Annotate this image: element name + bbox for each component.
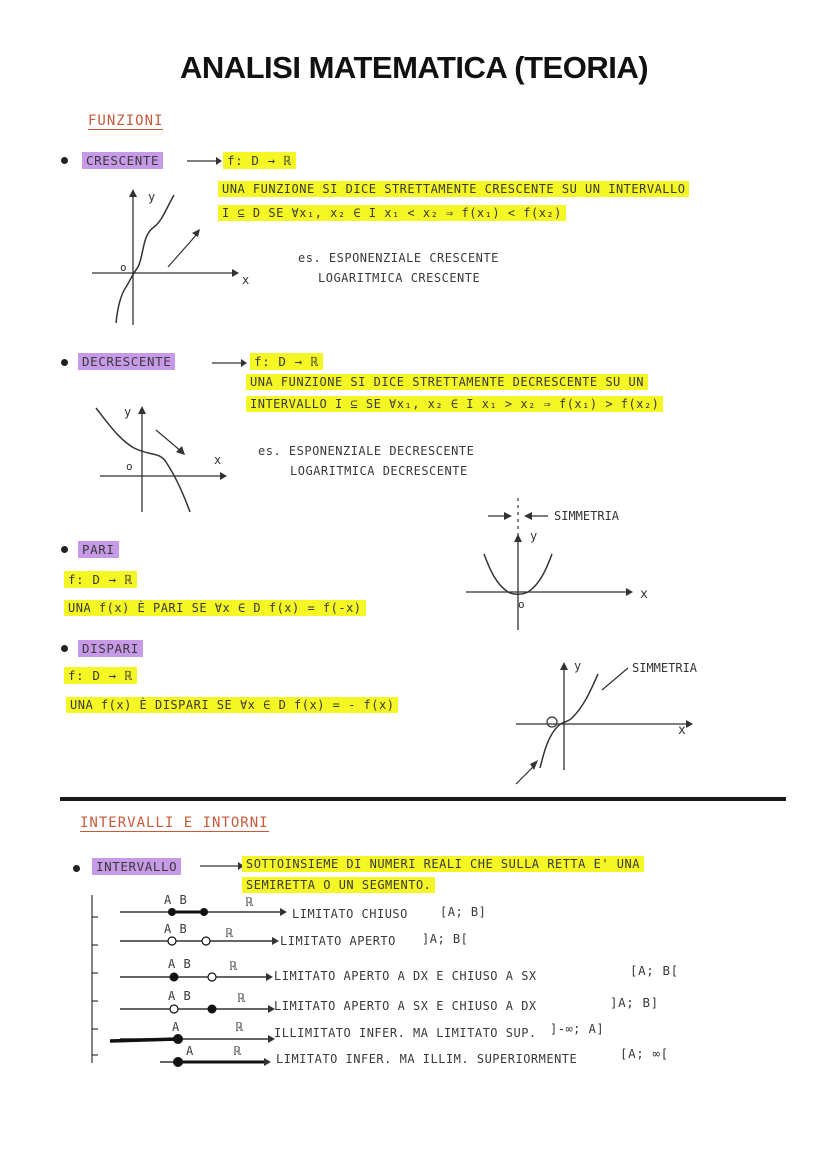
- decrescente-definition-line1: UNA FUNZIONE SI DICE STRETTAMENTE DECRESCENTE SU UN: [246, 374, 648, 390]
- pari-map: f: D → ℝ: [64, 571, 137, 588]
- decrescente-graph: [90, 400, 240, 518]
- axis-y-label: y: [574, 659, 582, 673]
- interval-description: LIMITATO APERTO A SX E CHIUSO A DX: [274, 999, 537, 1013]
- interval-description: LIMITATO CHIUSO: [292, 907, 408, 921]
- closed-endpoint: [200, 908, 208, 916]
- intervallo-label: INTERVALLO: [92, 858, 181, 875]
- interval-notation: [A; ∞[: [620, 1046, 669, 1061]
- bullet: [61, 157, 68, 164]
- arrow-right-icon: [186, 153, 222, 169]
- interval-row: [100, 1046, 790, 1072]
- bullet: [73, 865, 80, 872]
- dispari-label: DISPARI: [78, 640, 143, 657]
- open-endpoint: [202, 937, 210, 945]
- origin-circle: [547, 717, 557, 727]
- intervallo-definition-line2: SEMIRETTA O UN SEGMENTO.: [242, 877, 435, 893]
- interval-notation: ]A; B[: [422, 932, 469, 946]
- crescente-graph: [82, 185, 262, 330]
- interval-notation: [A; B[: [630, 963, 679, 978]
- origin-label: o: [120, 261, 127, 274]
- real-set-label: ℝ: [236, 1020, 244, 1034]
- axis-y-label: y: [148, 190, 156, 204]
- closed-endpoint: [173, 1057, 183, 1067]
- symmetry-label: SIMMETRIA: [554, 509, 620, 523]
- crescente-label: CRESCENTE: [82, 152, 163, 169]
- bullet: [61, 359, 68, 366]
- open-endpoint: [170, 1005, 178, 1013]
- axis-x-label: x: [242, 273, 250, 287]
- interval-letters: A B: [168, 989, 192, 1003]
- axis-x-label: x: [640, 587, 648, 602]
- dispari-graph: [506, 652, 736, 787]
- interval-letters: A B: [164, 893, 188, 907]
- interval-row: [100, 922, 780, 950]
- axis-x-label: x: [214, 453, 222, 467]
- bullet: [61, 645, 68, 652]
- crescente-example1: es. ESPONENZIALE CRESCENTE: [298, 251, 499, 265]
- axis-y-label: y: [124, 405, 132, 419]
- open-endpoint: [168, 937, 176, 945]
- bullet: [61, 546, 68, 553]
- interval-letters: A: [186, 1044, 194, 1058]
- closed-endpoint: [168, 908, 176, 916]
- interval-notation: ]-∞; A]: [550, 1022, 605, 1036]
- arrow-right-icon: [198, 858, 244, 874]
- interval-description: LIMITATO APERTO A DX E CHIUSO A SX: [274, 969, 537, 983]
- arrow-right-icon: [211, 355, 247, 371]
- origin-label: o: [518, 598, 525, 611]
- interval-notation: ]A; B]: [610, 995, 659, 1010]
- crescente-definition-line1: UNA FUNZIONE SI DICE STRETTAMENTE CRESCENTE SU UN INTERVALLO: [218, 181, 689, 197]
- pari-graph: [456, 496, 666, 634]
- decreasing-curve: [96, 408, 190, 512]
- interval-description: ILLIMITATO INFER. MA LIMITATO SUP.: [274, 1026, 537, 1040]
- crescente-example2: LOGARITMICA CRESCENTE: [318, 271, 481, 285]
- interval-row: [100, 957, 790, 985]
- decrescente-example1: es. ESPONENZIALE DECRESCENTE: [258, 444, 475, 458]
- decrescente-definition-line2: INTERVALLO I ⊆ SE ∀x₁, x₂ ∈ I x₁ > x₂ ⇒ f(x₁) > f(x₂): [246, 396, 663, 412]
- closed-endpoint: [208, 1005, 217, 1014]
- section-heading-intervalli: INTERVALLI E INTORNI: [80, 815, 269, 831]
- pari-label: PARI: [78, 541, 119, 558]
- dispari-definition: UNA f(x) È DISPARI SE ∀x ∈ D f(x) = - f(x): [66, 697, 398, 713]
- closed-endpoint: [173, 1034, 183, 1044]
- bracket-line: [88, 895, 98, 1065]
- interval-notation: [A; B]: [440, 905, 487, 919]
- open-endpoint: [208, 973, 216, 981]
- interval-row: [100, 893, 780, 921]
- dispari-map: f: D → ℝ: [64, 667, 137, 684]
- section-heading-funzioni: FUNZIONI: [88, 113, 164, 129]
- decrescente-example2: LOGARITMICA DECRESCENTE: [290, 464, 468, 478]
- real-set-label: ℝ: [238, 991, 246, 1005]
- origin-label: o: [126, 460, 133, 473]
- section-divider: [60, 797, 786, 801]
- pari-definition: UNA f(x) È PARI SE ∀x ∈ D f(x) = f(-x): [64, 600, 366, 616]
- interval-row: [100, 989, 790, 1017]
- interval-letters: A B: [164, 922, 188, 936]
- real-set-label: ℝ: [234, 1044, 242, 1058]
- symmetry-label: SIMMETRIA: [632, 661, 698, 675]
- interval-row: [100, 1020, 780, 1046]
- axis-y-label: y: [530, 529, 538, 543]
- decrescente-label: DECRESCENTE: [78, 353, 175, 370]
- interval-letters: A B: [168, 957, 192, 971]
- interval-description: LIMITATO APERTO: [280, 934, 396, 948]
- real-set-label: ℝ: [226, 926, 234, 940]
- page-title: ANALISI MATEMATICA (TEORIA): [179, 50, 649, 85]
- decrescente-map: f: D → ℝ: [250, 353, 323, 370]
- interval-description: LIMITATO INFER. MA ILLIM. SUPERIORMENTE: [276, 1052, 578, 1066]
- cubic-curve: [540, 674, 598, 768]
- crescente-map: f: D → ℝ: [223, 152, 296, 169]
- increasing-curve: [116, 195, 174, 323]
- closed-endpoint: [170, 973, 179, 982]
- intervallo-definition-line1: SOTTOINSIEME DI NUMERI REALI CHE SULLA RETTA E' UNA: [242, 856, 644, 872]
- crescente-definition-line2: I ⊆ D SE ∀x₁, x₂ ∈ I x₁ < x₂ ⇒ f(x₁) < f(x₂): [218, 205, 566, 221]
- real-set-label: ℝ: [230, 959, 238, 973]
- axis-x-label: x: [678, 723, 686, 738]
- interval-letters: A: [172, 1020, 180, 1034]
- real-set-label: ℝ: [246, 895, 254, 909]
